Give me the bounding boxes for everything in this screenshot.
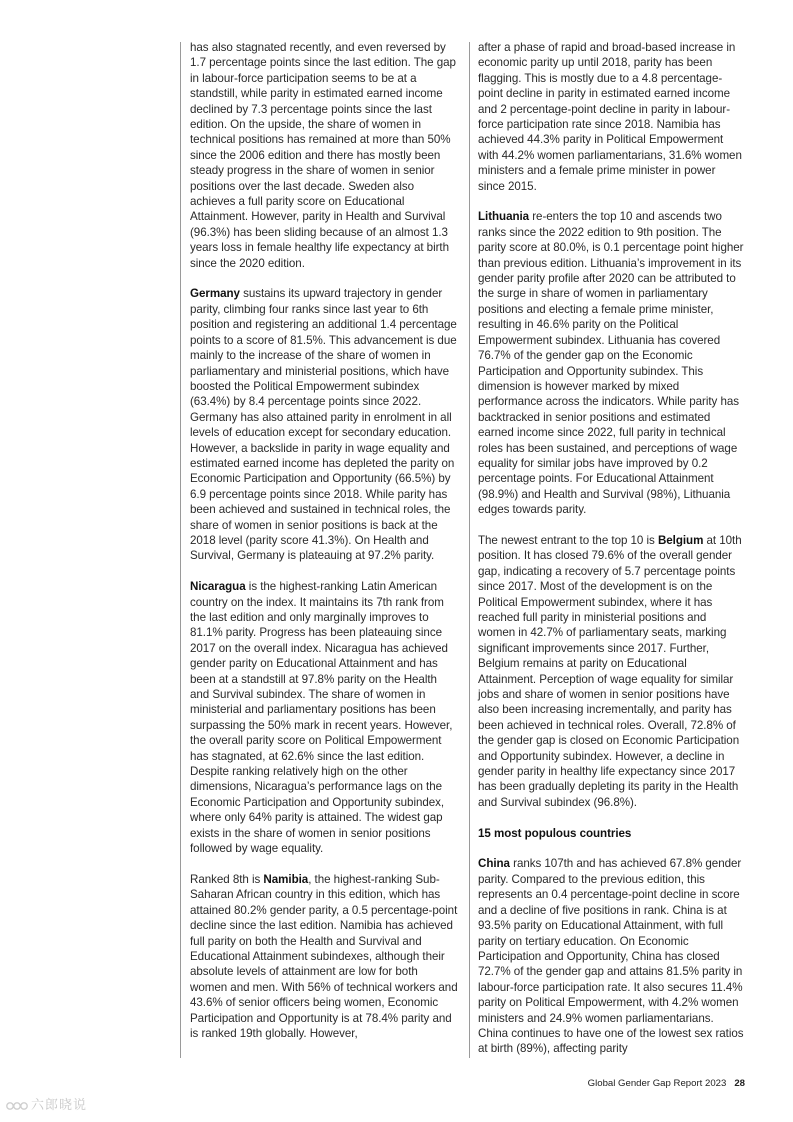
text-run: ranks 107th and has achieved 67.8% gender parity. Compared to the previous edition, this represents an 0.4 percentage-point decline in score and a decline of five positions in rank. China is at 93.5% parity on Educational Attainment, with full parity on tertiary education. On Economic Participation and Opportunity, China has closed 72.7% of the gender gap and attains 81.5% parity in labour-force participation rate. It also secures 11.4% parity on Political Empowerment, with 4.2% women ministers and 24.9% women parliamentarians. China continues to have one of the lowest sex ratios at birth (89%), affecting parity <box>478 857 744 1056</box>
report-title: Global Gender Gap Report 2023 <box>587 1078 727 1089</box>
country-name-germany: Germany <box>190 287 240 301</box>
paragraph-belgium <box>478 533 745 810</box>
text-run: has also stagnated recently, and even reversed by 1.7 percentage points since the last edition. The gap in labour-force participation seems to be at a standstill, while parity in estimated earned income declined by 7.3 percentage points since the last edition. On the upside, the share of women in technical positions has remained at more than 50% since the 2006 edition and there has mostly been steady progress in the share of women in senior positions over the last decade. Sweden also achieves a full parity score on Educational Attainment. However, parity in Health and Survival (96.3%) has been sliding because of an almost 1.3 years loss in female healthy life expectancy at birth since the 2020 edition. <box>190 41 456 270</box>
paragraph-nicaragua <box>190 579 458 856</box>
left-column <box>190 40 458 1057</box>
country-name-belgium: Belgium <box>657 533 704 547</box>
text-run: after a phase of rapid and broad-based increase in economic parity up until 2018, parity has been flagging. This is mostly due to a 4.8 percentage-point decline in parity in estimated earned income and 2 percentage-point decline in parity in labour-force participation rate since 2018. Namibia has achieved 44.3% parity in Political Empowerment with 44.2% women parliamentarians, 31.6% women ministers and a female prime minister in power since 2015. <box>478 41 742 193</box>
page-footer <box>588 1078 745 1089</box>
paragraph-china <box>478 856 745 1056</box>
left-column-rule <box>180 42 181 1058</box>
section-heading: 15 most populous countries <box>478 826 632 840</box>
paragraph-lithuania <box>478 209 745 517</box>
paragraph-germany <box>190 286 458 563</box>
country-name-lithuania: Lithuania <box>478 210 530 224</box>
watermark <box>6 1094 87 1113</box>
watermark-logo-icon <box>6 1100 28 1112</box>
text-run: Ranked 8th is <box>190 872 264 886</box>
text-run: at 10th position. It has closed 79.6% of the overall gender gap, indicating a recovery of 5.7 percentage points since 2017. Most of the development is on the Political Empowerment subindex, where it has reached full parity in ministerial positions and women in 42.7% of parliamentary seats, marking significant improvements since 2017. Further, Belgium remains at parity on Educational Attainment. Perception of wage equality for similar jobs and share of women in senior positions have also been increasing incrementally, and parity has been achieved in technical roles. Overall, 72.8% of the gender gap is closed on Economic Participation and Opportunity subindex. However, a decline in gender parity in healthy life expectancy since 2017 has been gradually depleting its parity in the Health and Survival subindex (96.8%). <box>478 533 742 809</box>
paragraph-namibia-continued <box>478 40 745 194</box>
text-run: The newest entrant to the top 10 is <box>478 533 658 547</box>
paragraph-namibia <box>190 872 458 1041</box>
country-name-china: China <box>478 857 510 871</box>
right-column-rule <box>469 42 470 1058</box>
right-column <box>478 40 745 1072</box>
text-run: re-enters the top 10 and ascends two ranks since the 2022 edition to 9th position. The parity score at 80.0%, is 0.1 percentage point higher than previous edition. Lithuania’s improvement in its gender parity profile after 2020 can be attributed to the surge in share of women in parliamentary positions and electing a female prime minister, resulting in 46.6% parity on the Political Empowerment subindex. Lithuania has covered 76.7% of the gender gap on the Economic Participation and Opportunity subindex. This dimension is however marked by mixed performance across the indicators. While parity has backtracked in senior positions and estimated earned income since 2022, full parity in technical roles has been sustained, and perceptions of wage equality for similar jobs have improved by 0.2 percentage points. For Educational Attainment (98.9%) and Health and Survival (98%), Lithuania edges towards parity. <box>478 210 744 517</box>
country-name-nicaragua: Nicaragua <box>190 580 246 594</box>
text-run: sustains its upward trajectory in gender parity, climbing four ranks since last year to 6th position and registering an additional 1.4 percentage points to a score of 81.5%. This advancement is due mainly to the increase of the share of women in parliamentary and ministerial positions, which have boosted the Political Empowerment subindex (63.4%) by 8.4 percentage points since 2022. Germany has also attained parity in enrolment in all levels of education except for secondary education. However, a backslide in parity in wage equality and estimated earned income has depleted the parity on Economic Participation and Opportunity (66.5%) by 6.9 percentage points since 2018. While parity has been achieved and sustained in technical roles, the share of women in senior positions is back at the 2018 level (parity score 41.3%). On Health and Survival, Germany is plateauing at 97.2% parity. <box>190 287 457 563</box>
paragraph <box>190 40 458 271</box>
page-number: 28 <box>734 1078 745 1089</box>
watermark-text: 六郎晓说 <box>31 1097 88 1112</box>
text-run: is the highest-ranking Latin American country on the index. It maintains its 7th rank from the last edition and only marginally improves to 81.1% parity. Progress has been plateauing since 2017 on the overall index. Nicaragua has achieved gender parity on Educational Attainment and has been at a standstill at 97.8% parity on the Health and Survival subindex. The share of women in ministerial and parliamentary positions has been surpassing the 50% mark in recent years. However, the overall parity score on Political Empowerment has stagnated, at 62.6% since the last edition. Despite ranking relatively high on the other dimensions, Nicaragua’s performance lags on the Economic Participation and Opportunity subindex, where only 64% parity is attained. The widest gap exists in the share of women in senior positions followed by wage equality. <box>190 580 453 856</box>
country-name-namibia: Namibia <box>263 872 309 886</box>
text-run: , the highest-ranking Sub-Saharan African country in this edition, which has attained 80.2% gender parity, a 0.5 percentage-point decline since the last edition. Namibia has achieved full parity on both the Health and Survival and Educational Attainment subindexes, although their absolute levels of attainment are low for both women and men. With 56% of technical workers and 43.6% of senior officers being women, Economic Participation and Opportunity is at 78.4% parity and is ranked 19th globally. However, <box>190 872 458 1040</box>
